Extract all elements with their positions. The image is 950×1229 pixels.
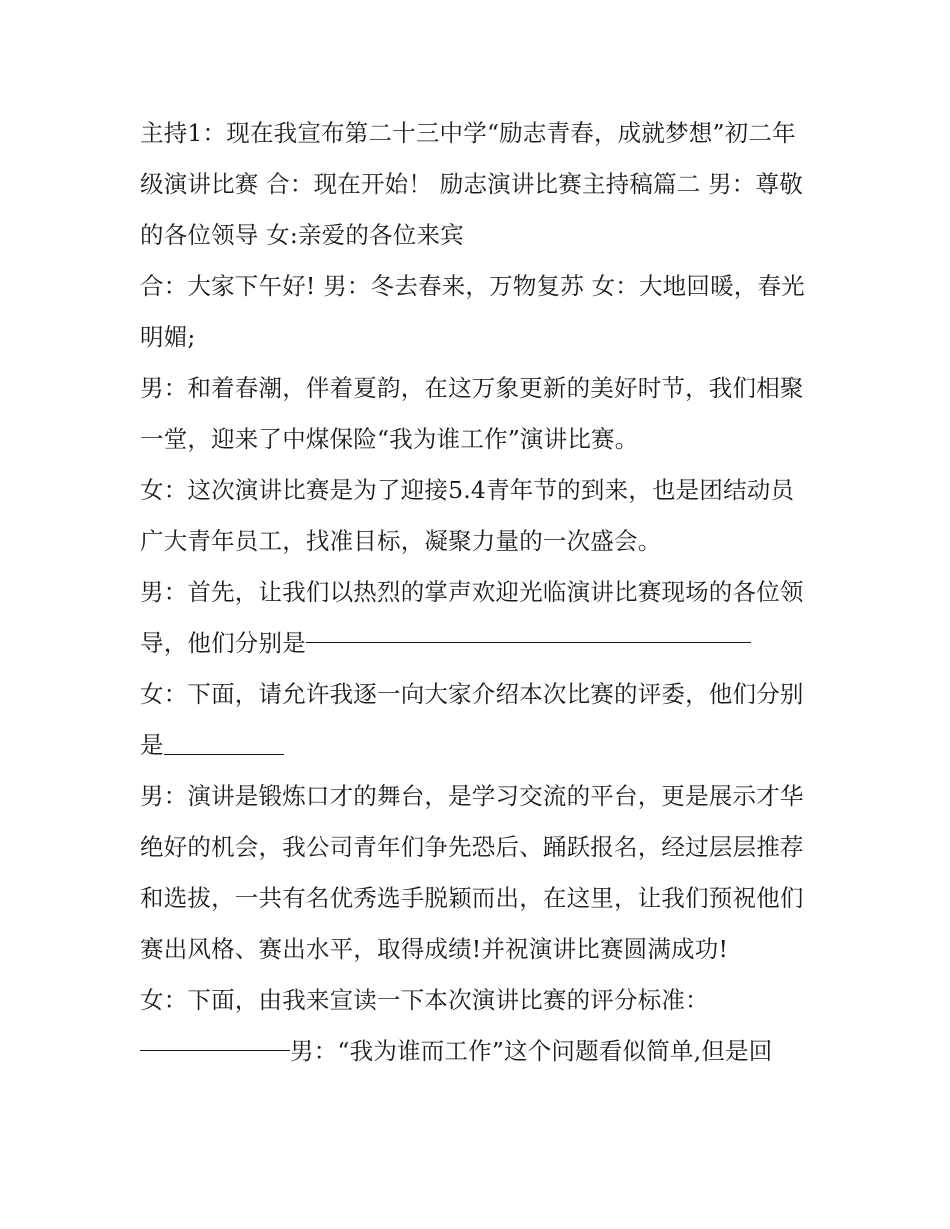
paragraph-text: 男：首先，让我们以热烈的掌声欢迎光临演讲比赛现场的各位领导，他们分别是	[140, 578, 804, 657]
paragraph-text: 女：这次演讲比赛是为了迎接5.4青年节的到来，也是团结动员广大青年员工，找准目标，凝聚力量的一次盛会。	[140, 476, 795, 555]
document-body	[140, 108, 812, 1077]
paragraph-scoring	[140, 975, 812, 1026]
paragraph-text: 男：演讲是锻炼口才的舞台，是学习交流的平台，更是展示才华绝好的机会，我公司青年们争先恐后、踊跃报名，经过层层推荐和选拔，一共有名优秀选手脱颖而出，在这里，让我们预祝他们赛出风格、赛出水平，取得成绩!并祝演讲比赛圆满成功!	[140, 782, 804, 963]
blank-underline-judges	[164, 754, 284, 755]
paragraph-opening	[140, 108, 812, 261]
paragraph-text: 女：下面，请允许我逐一向大家介绍本次比赛的评委，他们分别是	[140, 680, 804, 759]
paragraph-question	[140, 1026, 812, 1077]
paragraph-text: 男：和着春潮，伴着夏韵，在这万象更新的美好时节，我们相聚一堂，迎来了中煤保险“我为谁工作”演讲比赛。	[140, 374, 804, 453]
paragraph-contestants	[140, 771, 812, 975]
paragraph-leaders	[140, 567, 812, 669]
paragraph-greeting	[140, 261, 812, 363]
paragraph-spring	[140, 363, 812, 465]
paragraph-youth-day	[140, 465, 812, 567]
blank-rule-scoring	[140, 1050, 290, 1051]
paragraph-text: 主持1：现在我宣布第二十三中学“励志青春，成就梦想”初二年级演讲比赛 合：现在开始！ 励志演讲比赛主持稿篇二 男：尊敬的各位领导 女:亲爱的各位来宾	[140, 119, 803, 249]
paragraph-text: 女：下面，由我来宣读一下本次演讲比赛的评分标准：	[140, 986, 709, 1014]
paragraph-text: 男：“我为谁而工作”这个问题看似简单,但是回	[290, 1037, 773, 1065]
paragraph-judges	[140, 669, 812, 771]
paragraph-text: 合：大家下午好! 男：冬去春来，万物复苏 女：大地回暖，春光明媚;	[140, 272, 805, 351]
blank-rule-leaders	[306, 642, 751, 643]
